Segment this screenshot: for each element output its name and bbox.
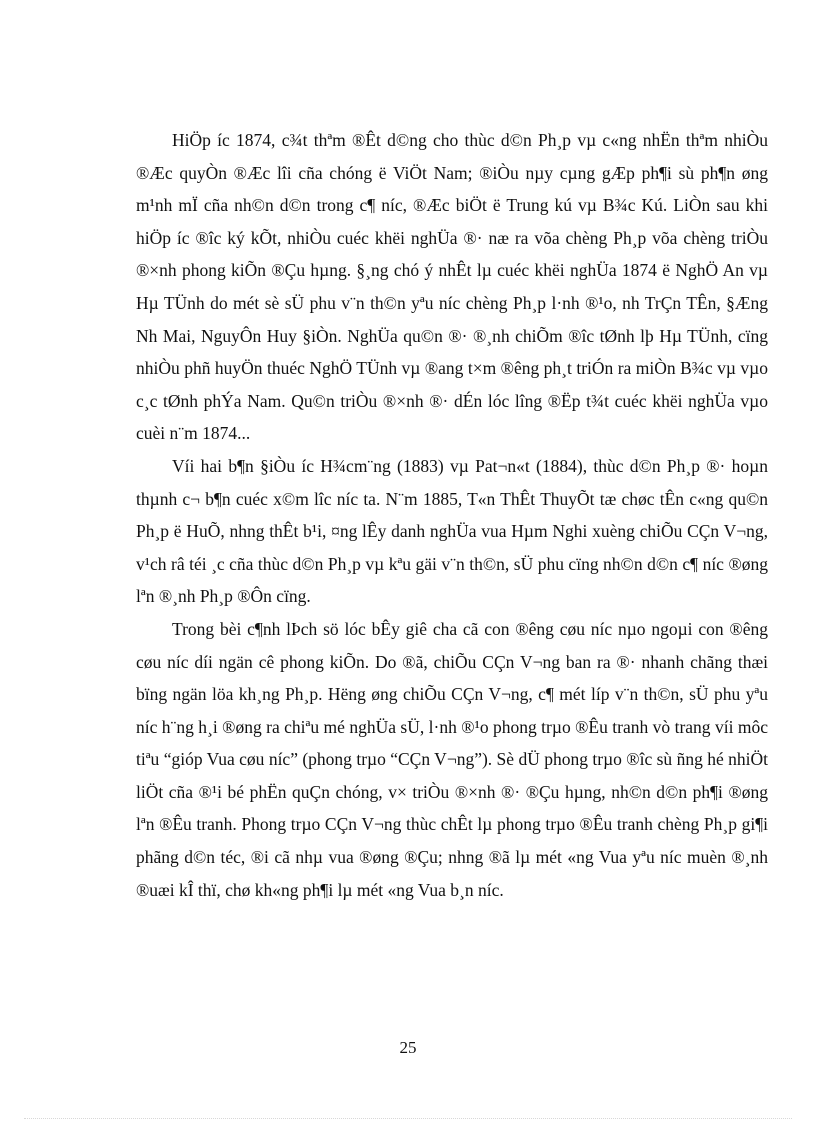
document-body xyxy=(136,124,768,906)
page-bottom-divider xyxy=(24,1118,792,1119)
paragraph-2: Víi hai b¶n §iÒu íc H¾cm¨ng (1883) vµ Pat¬n«t (1884), thùc d©n Ph¸p ®· hoµn thµnh c¬ b¶n cuéc x©m lîc níc ta. N¨m 1885, T«n ThÊt ThuyÕt tæ chøc tÊn c«ng qu©n Ph¸p ë HuÕ, nhng thÊt b¹i, ¤ng lÊy danh nghÜa vua Hµm Nghi xuèng chiÕu CÇn V¬ng, v¹ch râ téi ¸c cña thùc d©n Ph¸p vµ kªu gäi v¨n th©n, sÜ phu cïng nh©n d©n c¶ níc ®øng lªn ®¸nh Ph¸p ®Ôn cïng. xyxy=(136,455,768,607)
page-number: 25 xyxy=(399,1038,417,1057)
paragraph-1: HiÖp íc 1874, c¾t thªm ®Êt d©ng cho thùc d©n Ph¸p vµ c«ng nhËn thªm nhiÒu ®Æc quyÒn ®Æc lîi cña chóng ë ViÖt Nam; ®iÒu nµy cµng gÆp ph¶i sù ph¶n øng m¹nh mÏ cña nh©n d©n trong c¶ níc, ®Æc biÖt ë Trung kú vµ B¾c Kú. LiÒn sau khi hiÖp íc ®îc ký kÕt, nhiÒu cuéc khëi nghÜa ®· næ ra võa chèng Ph¸p võa chèng triÒu ®×nh phong kiÕn ®Çu hµng. §¸ng chó ý nhÊt lµ cuéc khëi nghÜa 1874 ë NghÖ An vµ Hµ TÜnh do mét sè sÜ phu v¨n th©n yªu níc chèng Ph¸p l·nh ®¹o, nh TrÇn TÊn, §Æng Nh Mai, NguyÔn Huy §iÒn. NghÜa qu©n ®· ®¸nh chiÕm ®îc tØnh lþ Hµ TÜnh, cïng nhiÒu phñ huyÖn thuéc NghÖ TÜnh vµ ®ang t×m ®êng ph¸t triÓn ra miÒn B¾c vµ vµo c¸c tØnh phÝa Nam. Qu©n triÒu ®×nh ®· dÉn lóc lîng ®Ëp t¾t cuéc khëi nghÜa vµo cuèi n¨m 1874... xyxy=(136,130,768,444)
paragraph-3: Trong bèi c¶nh lÞch sö lóc bÊy giê cha cã con ®êng cøu níc nµo ngoµi con ®êng cøu níc díi ngän cê phong kiÕn. Do ®ã, chiÕu CÇn V¬ng ban ra ®· nhanh chãng thæi bïng ngän löa kh¸ng Ph¸p. Hëng øng chiÕu CÇn V¬ng, c¶ mét líp v¨n th©n, sÜ phu yªu níc h¨ng h¸i ®øng ra chiªu mé nghÜa sÜ, l·nh ®¹o phong trµo ®Êu tranh vò trang víi môc tiªu “gióp Vua cøu níc” (phong trµo “CÇn V¬ng”). Sè dÜ phong trµo ®îc sù ñng hé nhiÖt liÖt cña ®¹i bé phËn quÇn chóng, v× triÒu ®×nh ®· ®Çu hµng, nh©n d©n ph¶i ®øng lªn ®Êu tranh. Phong trµo CÇn V¬ng thùc chÊt lµ phong trµo ®Êu tranh chèng Ph¸p gi¶i phãng d©n téc, ®i cã nhµ vua ®øng ®Çu; nhng ®ã lµ mét «ng Vua yªu níc muèn ®¸nh ®uæi kÎ thï, chø kh«ng ph¶i lµ mét «ng Vua b¸n níc. xyxy=(136,618,768,900)
